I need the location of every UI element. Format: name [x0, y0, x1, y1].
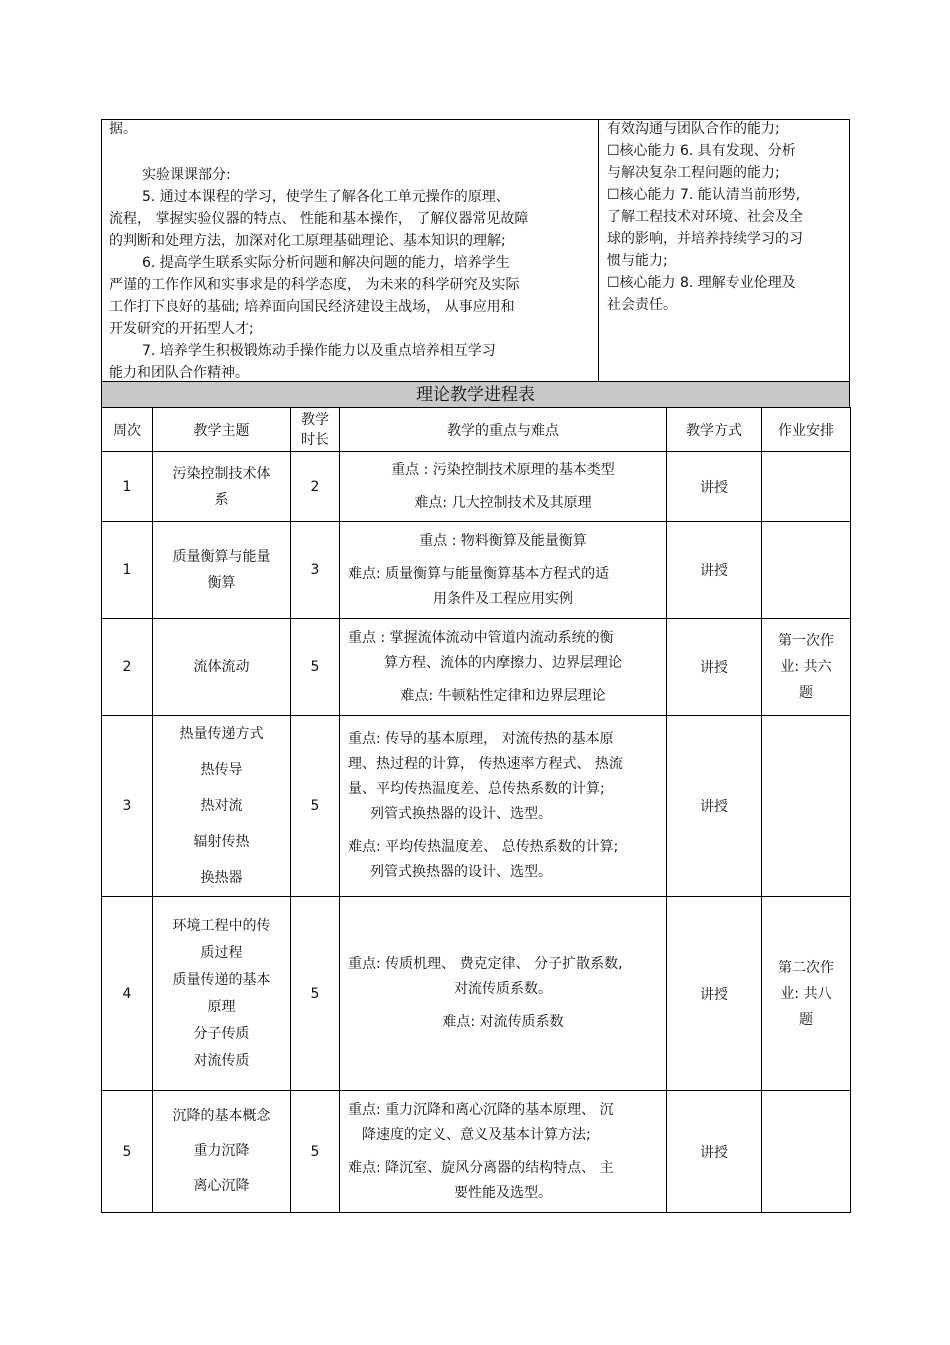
homework-line: 第二次作 [778, 959, 834, 976]
cell-homework [762, 1091, 851, 1213]
topic-line: 系 [214, 491, 229, 508]
header-week: 周次 [102, 408, 153, 452]
objective-line: 7. 培养学生积极锻炼动手操作能力以及重点培养相互学习 [142, 343, 496, 359]
capability-line: 惯与能力; [607, 253, 668, 269]
table-header-row [102, 408, 851, 452]
objective-line: 5. 通过本课程的学习，使学生了解各化工单元操作的原理、 [142, 189, 510, 205]
cell-method: 讲授 [667, 522, 762, 619]
difficulty-line: 难点: 平均传热温度差、 总传热系数的计算; [348, 839, 619, 855]
topic-line: 流体流动 [193, 659, 250, 675]
objectives-right-column [598, 120, 851, 383]
cell-keys [340, 619, 667, 716]
topic-line: 辐射传热 [193, 834, 250, 850]
objective-line: 能力和团队合作精神。 [109, 365, 249, 381]
cell-hours: 3 [291, 522, 340, 619]
difficulty-line: 难点: 质量衡算与能量衡算基本方程式的适 [348, 565, 610, 582]
cell-week: 4 [102, 897, 153, 1091]
homework-line: 第一次作 [778, 633, 834, 649]
cell-hours: 5 [291, 897, 340, 1091]
key-point-line: 重点 : 污染控制技术原理的基本类型 [391, 461, 615, 478]
objective-line: 据。 [109, 121, 137, 137]
capability-line: ☐核心能力 6. 具有发现、分析 [607, 143, 796, 159]
topic-line: 离心沉降 [193, 1178, 250, 1194]
capability-line: ☐核心能力 8. 理解专业伦理及 [607, 275, 796, 291]
capability-line: ☐核心能力 7. 能认清当前形势, [607, 187, 801, 203]
topic-line: 质过程 [200, 944, 243, 961]
topic-line: 环境工程中的传 [172, 917, 271, 934]
topic-line: 原理 [207, 998, 236, 1015]
table-row [102, 897, 851, 1091]
topic-line: 衡算 [207, 575, 236, 591]
spacer [340, 676, 666, 684]
homework-line: 业: 共八 [780, 985, 832, 1002]
objective-line: 的判断和处理方法，加深对化工原理基础理论、基本知识的理解; [109, 233, 506, 249]
table-row [102, 452, 851, 522]
key-point-line: 重点: 传导的基本原理， 对流传热的基本原 [348, 731, 614, 747]
cell-homework [762, 619, 851, 716]
homework-line: 题 [799, 1011, 813, 1028]
header-hours [291, 408, 340, 452]
key-point-line: 列管式换热器的设计、选型。 [370, 864, 552, 880]
spacer [340, 483, 666, 491]
cell-method: 讲授 [667, 1091, 762, 1213]
spacer [340, 827, 666, 835]
key-point-line: 重点: 传质机理、 费克定律、 分子扩散系数, [348, 956, 623, 972]
cell-topic [153, 716, 291, 897]
topic-line: 换热器 [200, 870, 243, 886]
header-hours-line1: 教学 [301, 411, 329, 428]
homework-line: 题 [799, 685, 813, 701]
capability-line: 与解决复杂工程问题的能力; [607, 165, 780, 181]
key-point-line: 降速度的定义、意义及基本计算方法; [362, 1126, 591, 1143]
cell-topic [153, 619, 291, 716]
section-title: 理论教学进程表 [101, 381, 850, 408]
header-method: 教学方式 [667, 408, 762, 452]
header-keys: 教学的重点与难点 [340, 408, 667, 452]
cell-homework [762, 716, 851, 897]
difficulty-line: 难点: 对流传质系数 [442, 1014, 564, 1030]
table-row [102, 619, 851, 716]
capability-line: 有效沟通与团队合作的能力; [607, 121, 780, 137]
spacer [340, 1148, 666, 1156]
schedule-table [101, 407, 851, 1213]
key-point-line: 要性能及选型。 [454, 1184, 552, 1201]
difficulty-line: 难点: 几大控制技术及其原理 [414, 494, 592, 511]
cell-topic [153, 897, 291, 1091]
key-point-line: 算方程、流体的内摩擦力、边界层理论 [384, 654, 622, 671]
topic-line: 分子传质 [193, 1025, 250, 1042]
cell-week: 5 [102, 1091, 153, 1213]
key-point-line: 重点 : 物料衡算及能量衡算 [419, 532, 587, 549]
key-point-line: 对流传质系数。 [454, 981, 552, 997]
cell-hours: 2 [291, 452, 340, 522]
topic-line: 污染控制技术体 [172, 465, 271, 482]
header-homework: 作业安排 [762, 408, 851, 452]
objectives-left-column [102, 120, 599, 383]
key-point-line: 重点: 重力沉降和离心沉降的基本原理、 沉 [348, 1101, 614, 1118]
header-hours-line2: 时长 [301, 431, 329, 448]
cell-keys [340, 452, 667, 522]
difficulty-line: 难点: 牛顿粘性定律和边界层理论 [400, 687, 606, 704]
topic-line: 对流传质 [193, 1052, 250, 1069]
difficulty-line: 难点: 降沉室、旋风分离器的结构特点、 主 [348, 1159, 614, 1176]
cell-topic [153, 522, 291, 619]
objective-line: 工作打下良好的基础; 培养面向国民经济建设主战场， 从事应用和 [109, 299, 515, 315]
header-topic: 教学主题 [153, 408, 291, 452]
objective-line: 严谨的工作作风和实事求是的科学态度， 为未来的科学研究及实际 [109, 277, 520, 293]
cell-homework [762, 522, 851, 619]
cell-homework [762, 897, 851, 1091]
topic-line: 热对流 [200, 798, 243, 814]
table-row [102, 522, 851, 619]
cell-method: 讲授 [667, 897, 762, 1091]
objectives-block [101, 119, 850, 382]
capability-line: 球的影响，并培养持续学习的习 [607, 231, 803, 247]
cell-method: 讲授 [667, 452, 762, 522]
cell-week: 1 [102, 522, 153, 619]
cell-hours: 5 [291, 1091, 340, 1213]
table-row [102, 716, 851, 897]
cell-topic [153, 1091, 291, 1213]
objective-line: 6. 提高学生联系实际分析问题和解决问题的能力，培养学生 [142, 255, 510, 271]
homework-line: 业: 共六 [780, 659, 832, 675]
capability-line: 了解工程技术对环境、社会及全 [607, 209, 803, 225]
topic-line: 热传导 [200, 762, 243, 778]
topic-line: 沉降的基本概念 [172, 1108, 271, 1124]
cell-homework [762, 452, 851, 522]
cell-keys [340, 897, 667, 1091]
cell-hours: 5 [291, 716, 340, 897]
cell-keys [340, 716, 667, 897]
objective-line: 实验课课部分: [142, 167, 231, 183]
cell-method: 讲授 [667, 619, 762, 716]
cell-topic [153, 452, 291, 522]
cell-week: 3 [102, 716, 153, 897]
cell-week: 2 [102, 619, 153, 716]
table-row [102, 1091, 851, 1213]
topic-line: 重力沉降 [193, 1143, 250, 1159]
capability-line: 社会责任。 [607, 297, 677, 313]
key-point-line: 用条件及工程应用实例 [433, 590, 573, 607]
cell-keys [340, 1091, 667, 1213]
cell-keys [340, 522, 667, 619]
cell-hours: 5 [291, 619, 340, 716]
spacer [340, 1002, 666, 1010]
topic-line: 热量传递方式 [179, 726, 264, 742]
topic-line: 质量传递的基本 [172, 971, 271, 988]
topic-line: 质量衡算与能量 [172, 549, 271, 565]
cell-method: 讲授 [667, 716, 762, 897]
spacer [340, 554, 666, 562]
key-point-line: 量、平均传热温度差、总传热系数的计算; [348, 781, 605, 797]
cell-week: 1 [102, 452, 153, 522]
objective-line: 开发研究的开拓型人才; [109, 321, 254, 337]
key-point-line: 理、热过程的计算， 传热速率方程式、 热流 [348, 756, 623, 772]
key-point-line: 列管式换热器的设计、选型。 [370, 806, 552, 822]
objective-line: 流程， 掌握实验仪器的特点、 性能和基本操作， 了解仪器常见故障 [109, 211, 529, 227]
table-body [102, 452, 851, 1213]
key-point-line: 重点 : 掌握流体流动中管道内流动系统的衡 [348, 629, 614, 646]
